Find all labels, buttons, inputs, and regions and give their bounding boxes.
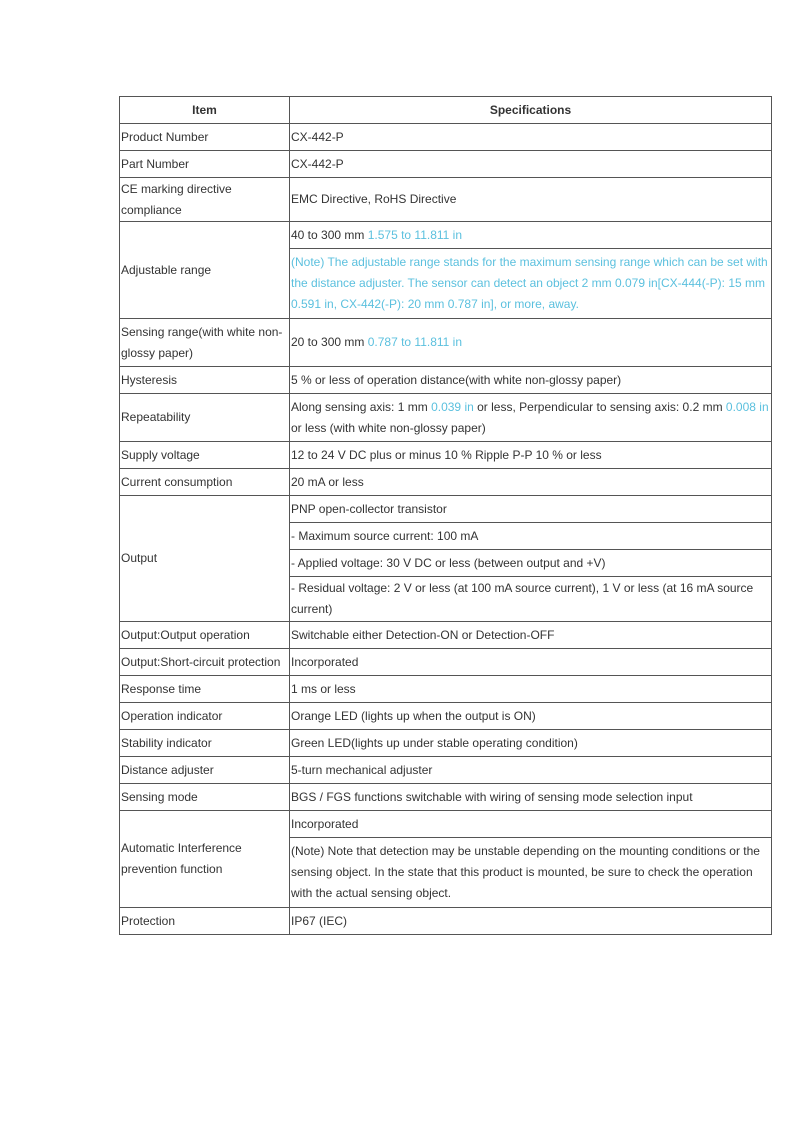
row-label: Repeatability [120,394,290,442]
row-label: Output [120,496,290,622]
row-value: Incorporated [290,649,772,676]
row-label: Response time [120,676,290,703]
value-metric: 40 to 300 mm [291,227,365,242]
table-row [120,319,772,367]
table-row [120,151,772,178]
row-note: (Note) Note that detection may be unstable depending on the mounting conditions or the sensing object. In the state that this product is mounted, be sure to check the operation with the actual sensing object. [290,838,772,908]
table-row [120,811,772,838]
row-label: Distance adjuster [120,757,290,784]
row-value [290,319,772,367]
table-row [120,676,772,703]
repeat-text-2: or less, Perpendicular to sensing axis: 0.2 mm [477,399,723,414]
table-row [120,222,772,249]
row-value: PNP open-collector transistor [290,496,772,523]
row-value: - Residual voltage: 2 V or less (at 100 mA source current), 1 V or less (at 16 mA source current) [290,577,772,622]
row-label: Protection [120,908,290,935]
row-label: Stability indicator [120,730,290,757]
header-item: Item [120,97,290,124]
row-label: Hysteresis [120,367,290,394]
table-row [120,178,772,222]
table-row [120,649,772,676]
table-row [120,730,772,757]
row-value: CX-442-P [290,124,772,151]
row-value: - Maximum source current: 100 mA [290,523,772,550]
row-value: Green LED(lights up under stable operating condition) [290,730,772,757]
repeat-text-3: or less (with white non-glossy paper) [291,420,486,435]
row-label: Automatic Interference prevention function [120,811,290,908]
table-row [120,784,772,811]
specifications-table [119,96,772,935]
row-label: Adjustable range [120,222,290,319]
row-label: CE marking directive compliance [120,178,290,222]
value-inch: 1.575 to 11.811 in [367,227,463,242]
table-row [120,442,772,469]
row-value: Switchable either Detection-ON or Detection-OFF [290,622,772,649]
header-specifications: Specifications [290,97,772,124]
repeat-inch-2: 0.008 in [725,399,769,414]
row-note: (Note) The adjustable range stands for the maximum sensing range which can be set with the distance adjuster. The sensor can detect an object 2 mm 0.079 in[CX-444(-P): 15 mm 0.591 in, CX-442(-P): 20 mm 0.787 in], or more, away. [290,249,772,319]
value-inch: 0.787 to 11.811 in [367,335,463,349]
row-label: Supply voltage [120,442,290,469]
table-row [120,394,772,442]
row-value: 5-turn mechanical adjuster [290,757,772,784]
row-label: Operation indicator [120,703,290,730]
table-row [120,124,772,151]
row-label: Output:Output operation [120,622,290,649]
row-value: IP67 (IEC) [290,908,772,935]
row-value: - Applied voltage: 30 V DC or less (between output and +V) [290,550,772,577]
table-row [120,908,772,935]
table-row [120,622,772,649]
row-label: Part Number [120,151,290,178]
row-value: Incorporated [290,811,772,838]
table-header-row [120,97,772,124]
row-value: 1 ms or less [290,676,772,703]
row-value: 20 mA or less [290,469,772,496]
row-label: Sensing mode [120,784,290,811]
row-value [290,394,772,442]
row-value: 12 to 24 V DC plus or minus 10 % Ripple P-P 10 % or less [290,442,772,469]
row-value: EMC Directive, RoHS Directive [290,178,772,222]
row-value: Orange LED (lights up when the output is ON) [290,703,772,730]
table-row [120,367,772,394]
table-row [120,703,772,730]
row-label: Output:Short-circuit protection [120,649,290,676]
row-value: 5 % or less of operation distance(with white non-glossy paper) [290,367,772,394]
row-label: Sensing range(with white non-glossy paper) [120,319,290,367]
row-value: BGS / FGS functions switchable with wiring of sensing mode selection input [290,784,772,811]
row-value [290,222,772,249]
row-value: CX-442-P [290,151,772,178]
repeat-inch-1: 0.039 in [431,399,474,414]
row-label: Current consumption [120,469,290,496]
table-row [120,469,772,496]
value-metric: 20 to 300 mm [291,335,365,349]
row-label: Product Number [120,124,290,151]
repeat-text-1: Along sensing axis: 1 mm [291,399,428,414]
table-row [120,757,772,784]
table-row [120,496,772,523]
